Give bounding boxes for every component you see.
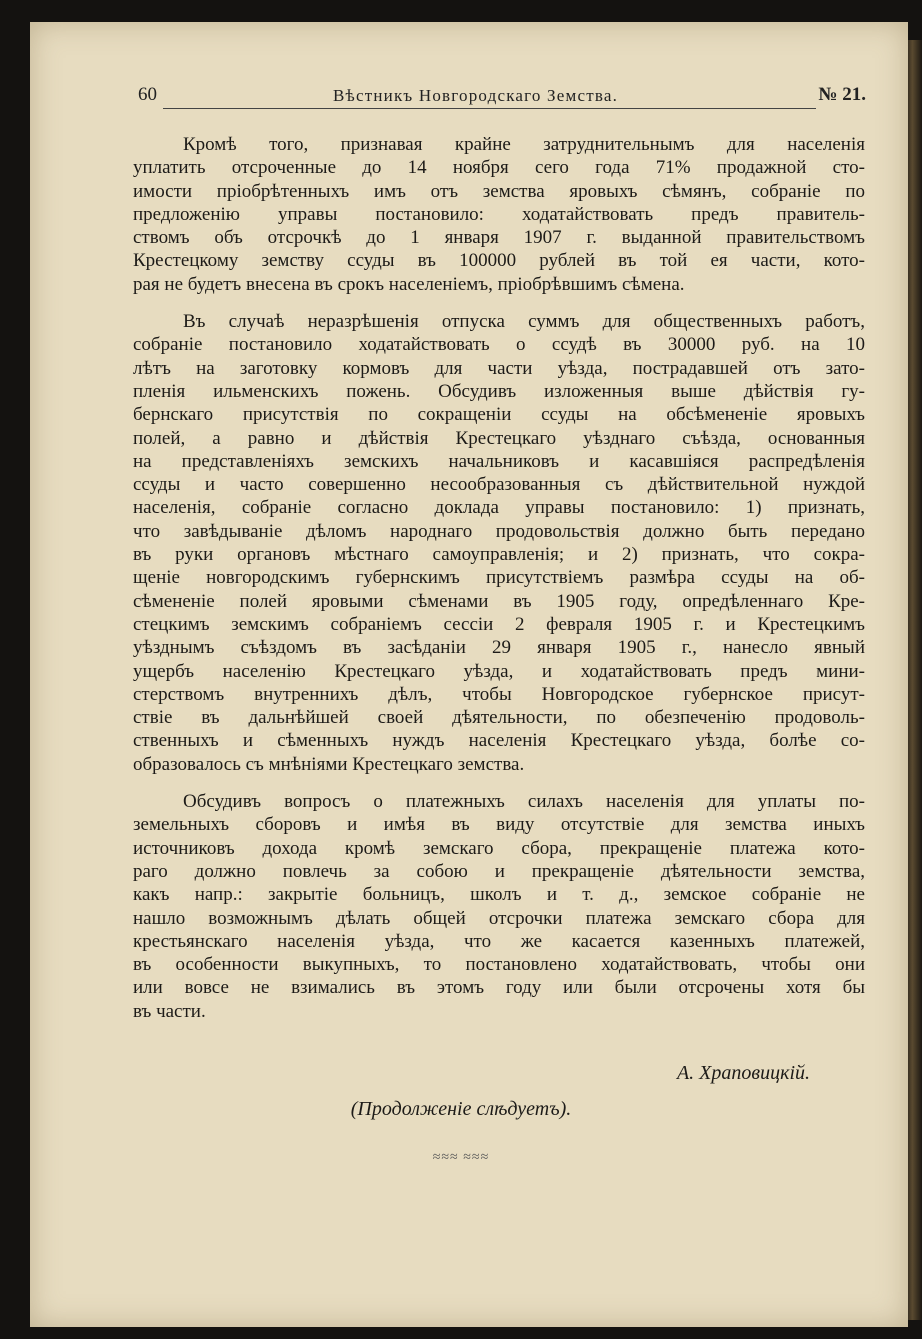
text-line: Кромѣ того, признавая крайне затруднительнымъ для населенія (183, 134, 865, 155)
text-line: сѣмененіе полей яровыми сѣменами въ 1905 году, опредѣленнаго Кре- (133, 590, 865, 612)
text-line: бернскаго присутствія по сокращеніи ссуды на обсѣмененіе яровыхъ (133, 404, 865, 426)
paragraph-gap (133, 776, 865, 790)
text-line: въ особенности выкупныхъ, то постановлено ходатайствовать, чтобы они (133, 954, 865, 976)
continued-note: (Продолженіе слѣдуетъ). (350, 1098, 572, 1120)
text-line: образовалось съ мнѣніями Крестецкаго земства. (133, 753, 525, 775)
page-number: 60 (138, 84, 157, 105)
text-line: источниковъ дохода кромѣ земскаго сбора, прекращеніе платежа кото- (133, 837, 865, 859)
text-line: предложенію управы постановило: ходатайствовать предъ правитель- (133, 203, 865, 225)
text-line: щеніе новгородскимъ губернскимъ присутствіемъ размѣра ссуды на об- (133, 567, 865, 589)
text-line: уѣзднымъ съѣздомъ въ засѣданіи 29 января 1905 г., нанесло явный (133, 637, 865, 659)
text-line: нашло возможнымъ дѣлать общей отсрочки платежа земскаго сбора для (133, 907, 865, 929)
text-line: стецкимъ земскимъ собраніемъ сессіи 2 февраля 1905 г. и Крестецкимъ (133, 613, 865, 635)
text-line: какъ напр.: закрытіе больницъ, школъ и т. д., земское собраніе не (133, 884, 865, 906)
text-line: полей, а равно и дѣйствія Крестецкаго уѣзднаго съѣзда, основанныя (133, 427, 865, 449)
text-line: уплатить отсроченные до 14 ноября сего года 71% продажной сто- (133, 157, 865, 179)
text-line: ствомъ объ отсрочкѣ до 1 января 1907 г. выданной правительствомъ (133, 227, 865, 249)
issue-number: № 21. (818, 84, 866, 105)
text-line: рая не будетъ внесена въ срокъ населеніемъ, пріобрѣвшимъ сѣмена. (133, 273, 685, 295)
text-line: Обсудивъ вопросъ о платежныхъ силахъ населенія для уплаты по- (183, 791, 865, 813)
text-line: стерствомъ внутреннихъ дѣлъ, чтобы Новгородское губернское присут- (133, 683, 865, 705)
text-line: раго должно повлечь за собою и прекращеніе дѣятельности земства, (133, 860, 865, 882)
text-line: собраніе постановило ходатайствовать о ссудѣ въ 30000 руб. на 10 (133, 334, 865, 356)
header-rule (163, 108, 816, 109)
text-line: Въ случаѣ неразрѣшенія отпуска суммъ для общественныхъ работъ, (183, 311, 865, 333)
text-line: ственныхъ и сѣменныхъ нуждъ населенія Крестецкаго уѣзда, болѣе со- (133, 730, 865, 752)
text-line: земельныхъ сборовъ и имѣя въ виду отсутствіе для земства иныхъ (133, 814, 865, 836)
paragraph (133, 310, 865, 776)
text-line: крестьянскаго населенія уѣзда, что же касается казенныхъ платежей, (133, 930, 865, 952)
paragraph (133, 133, 865, 296)
text-line: въ руки органовъ мѣстнаго самоуправленія; и 2) признать, что сокра- (133, 544, 865, 566)
text-line: на представленіяхъ земскихъ начальниковъ и касавшіяся распредѣленія (133, 450, 865, 472)
paragraph-gap (133, 296, 865, 310)
text-line: ущербъ населенію Крестецкаго уѣзда, и ходатайствовать предъ мини- (133, 660, 865, 682)
adjacent-page-edge (906, 40, 922, 1320)
body-text (133, 133, 865, 1023)
closing-ornament: ≈≈≈ ≈≈≈ (432, 1150, 490, 1165)
journal-title: Вѣстникъ Новгородскаго Земства. (333, 86, 619, 105)
author-signature: А. Храповицкій. (676, 1062, 810, 1084)
text-line: ссуды и часто совершенно несообразованныя съ дѣйствительной нуждой (133, 474, 865, 496)
text-line: Крестецкому земству ссуды въ 100000 рублей въ той ея части, кото- (133, 250, 865, 272)
text-line: что завѣдываніе дѣломъ народнаго продовольствія должно быть передано (133, 520, 865, 542)
text-line: ствіе въ дальнѣйшей своей дѣятельности, по обезпеченію продоволь- (133, 707, 865, 729)
text-line: лѣтъ на заготовку кормовъ для части уѣзда, пострадавшей отъ зато- (133, 357, 865, 379)
running-header (133, 84, 866, 110)
paragraph (133, 790, 865, 1023)
text-line: или вовсе не взимались въ этомъ году или были отсрочены хотя бы (133, 977, 865, 999)
text-line: имости пріобрѣтенныхъ имъ отъ земства яровыхъ сѣмянъ, собраніе по (133, 180, 865, 202)
text-line: населенія, собраніе согласно доклада управы постановило: 1) признать, (133, 497, 865, 519)
text-line: пленія ильменскихъ пожень. Обсудивъ изложенныя выше дѣйствія гу- (133, 380, 865, 402)
text-line: въ части. (133, 1000, 206, 1022)
